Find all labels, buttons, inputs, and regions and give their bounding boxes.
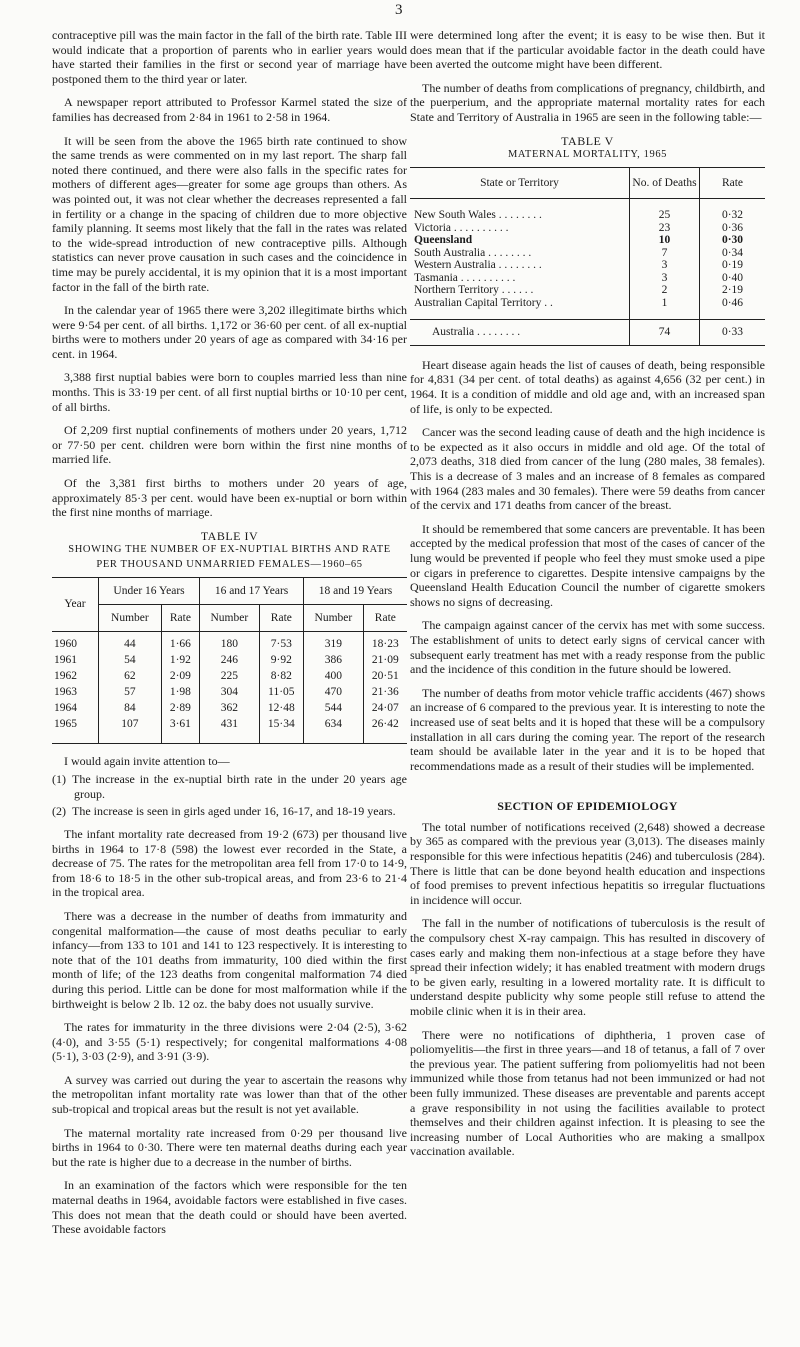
table-row — [410, 297, 765, 320]
table-cell: 1·98 — [161, 684, 199, 700]
table-cell: 1965 — [54, 717, 77, 730]
table-5-subtitle: MATERNAL MORTALITY, 1965 — [507, 149, 668, 161]
table-cell: 44 — [99, 631, 162, 652]
attention-intro: I would again invite attention to— — [64, 753, 230, 768]
table-cell: Victoria . . . . . . . . . . — [414, 221, 509, 234]
paragraph: Cancer was the second leading cause of death and the high incidence is to be expected as it also occurs in middle and old age. Of the total of 2,073 deaths, 318 died from cancer of the lung (280 males, 38 females). This is a decrease of 3 males and an increase of 8 females as compared with 1964 (283 males and 30 females). There were 59 deaths from cancer of the cervix and 171 deaths from cancer of the breast. — [410, 425, 765, 513]
table-cell: 2 — [630, 284, 700, 297]
table-cell: 180 — [200, 631, 260, 652]
paragraph: The rates for immaturity in the three divisions were 2·04 (2·5), 3·62 (4·0), and 3·55 (5·1) respectively; for congenital malformations 4·08 (5·1), 3·03 (2·9), and 3·91 (3·9). — [52, 1020, 407, 1064]
table-row — [410, 247, 765, 260]
paragraph: The campaign against cancer of the cervix has met with some success. The establishment of units to detect early signs of cervical cancer with subsequent early treatment has met with a ready response from the public and the incidence of this condition in the future should be lowered. — [410, 618, 765, 677]
table-total-row — [410, 320, 765, 346]
table-row — [410, 272, 765, 285]
right-column — [410, 28, 765, 1168]
table-cell: Tasmania . . . . . . . . . . — [414, 271, 516, 284]
paragraph: It will be seen from the above the 1965 birth rate continued to show the same trends as were commented on in my last report. The sharp fall noted there continued, and there were also falls in the specific rates for mothers of different ages—greater for some age groups than others. As was pointed out, it was not clear whether the decreases represented a fall in fertility or a change in the spacing of children due to more objective family planning. It seems most likely that the fall in the rates was related to the wide-spread introduction of new contraceptive pills. Although statistics can never prove causation in such cases and the coincidence in time may be purely accidental, it is my opinion that it is a most important factor in the fall of the birth rate. — [52, 133, 407, 294]
table-row — [410, 222, 765, 235]
table-cell: 1964 — [54, 701, 77, 714]
table-cell: 2·09 — [161, 668, 199, 684]
table-cell: 74 — [630, 320, 700, 346]
table-cell: Queensland — [414, 234, 473, 247]
table-4-subtitle-line2: PER THOUSAND UNMARRIED FEMALES—1960–65 — [96, 559, 363, 570]
table-cell: 107 — [99, 716, 162, 744]
page-number: 3 — [395, 2, 403, 18]
table-cell: 400 — [304, 668, 364, 684]
table-row — [52, 631, 407, 652]
table-4-group-header: 18 and 19 Years — [304, 577, 407, 604]
table-cell: 23 — [630, 222, 700, 235]
paragraph: The total number of notifications received (2,648) showed a decrease by 365 as compared with the previous year (3,013). The diseases mainly responsible for this were infectious hepatitis (246) and tuberculosis (284). There is little that can be done beyond health education and inspections of food premises to prevent infectious hepatitis so irregular fluctuations in incidence will occur. — [410, 819, 765, 907]
paragraph: Of the 3,381 first births to mothers under 20 years of age, approximately 85·3 per cent. would have been ex-nuptial or born within the first nine months of marriage. — [52, 476, 407, 520]
table-cell: 1 — [630, 297, 700, 320]
table-cell: 0·32 — [700, 199, 766, 222]
table-5 — [410, 167, 765, 346]
table-5-deaths-header: No. of Deaths — [630, 167, 700, 199]
table-cell: Australia . . . . . . . . — [410, 320, 630, 346]
table-cell: 431 — [200, 716, 260, 744]
table-cell: 470 — [304, 684, 364, 700]
table-row — [52, 700, 407, 716]
table-cell: 304 — [200, 684, 260, 700]
table-cell: 26·42 — [363, 716, 407, 744]
paragraph: There were no notifications of diphtheria, 1 proven case of poliomyelitis—the first in three years—and 18 of tetanus, a fall of 7 over the previous year. The patient suffering from poliomyelitis had not been immunized while those from tetanus had not been immunized or had not been fully immunized. These diseases are preventable and parents accept a grave responsibility in not using the facilities available to protect themselves and their children against infection. It is pleasing to see the increasing number of Local Authorities who are making a smallpox vaccination available. — [410, 1027, 765, 1159]
table-row — [52, 652, 407, 668]
table-5-state-header: State or Territory — [410, 167, 630, 199]
table-cell: 2·89 — [161, 700, 199, 716]
table-cell: 386 — [304, 652, 364, 668]
table-cell: 20·51 — [363, 668, 407, 684]
table-cell: 319 — [304, 631, 364, 652]
table-cell: 362 — [200, 700, 260, 716]
list-item-number: (2) — [52, 804, 66, 819]
table-cell: 0·33 — [700, 320, 766, 346]
table-cell: South Australia . . . . . . . . — [414, 246, 532, 259]
paragraph: The maternal mortality rate increased from 0·29 per thousand live births in 1964 to 0·30. There were ten maternal deaths during each year but the rate is higher due to a decrease in the number of births. — [52, 1125, 407, 1169]
table-4-caption: TABLE IV — [200, 528, 259, 543]
table-5-rate-header: Rate — [700, 167, 766, 199]
table-cell: 0·40 — [700, 272, 766, 285]
table-cell: 15·34 — [259, 716, 303, 744]
table-4-rate-header: Rate — [161, 604, 199, 631]
table-cell: 18·23 — [363, 631, 407, 652]
paragraph: It should be remembered that some cancers are preventable. It has been accepted by the medical profession that most of the cases of cancer of the lung would be prevented if people who feel they must smoke used a pipe or cigars in preference to cigarettes. Despite intensive campaigns by the Queensland Health Education Council the number of cigarette smokers shows no signs of decreasing. — [410, 521, 765, 609]
table-cell: 3 — [630, 259, 700, 272]
table-4-group-header: Under 16 Years — [99, 577, 200, 604]
table-cell: Australian Capital Territory . . — [414, 296, 553, 309]
paragraph: A newspaper report attributed to Professor Karmel stated the size of families has decreased from 2·84 in 1961 to 2·58 in 1964. — [52, 95, 407, 124]
table-row — [52, 716, 407, 744]
table-cell: 62 — [99, 668, 162, 684]
table-cell: 25 — [630, 199, 700, 222]
paragraph: The number of deaths from motor vehicle traffic accidents (467) shows an increase of 6 compared to the previous year. It is interesting to note the increased use of seat belts and it is hoped that these will be a compulsory installation in all cars during the coming year. The report of the research team should be available later in the year and it is to be hoped that recommendations made as a result of their studies will be implemented. — [410, 685, 765, 773]
table-4-number-header: Number — [304, 604, 364, 631]
table-cell: 8·82 — [259, 668, 303, 684]
table-cell: 10 — [630, 234, 700, 247]
table-cell: 246 — [200, 652, 260, 668]
table-cell: 57 — [99, 684, 162, 700]
table-cell: 1962 — [54, 669, 77, 682]
table-cell: 544 — [304, 700, 364, 716]
paragraph: were determined long after the event; it is easy to be wise then. But it does mean that if the particular avoidable factor in the death could have been averted the outcome might have been different. — [410, 28, 765, 72]
paragraph: Heart disease again heads the list of causes of death, being responsible for 4,831 (34 per cent. of total deaths) as against 4,656 (32 per cent.) in 1964. It is a condition of middle and old age and, with an increased span of life, is only to be expected. — [410, 357, 765, 416]
table-row — [52, 684, 407, 700]
table-cell: 3 — [630, 272, 700, 285]
paragraph: Of 2,209 first nuptial confinements of mothers under 20 years, 1,712 or 77·50 per cent. children were born within the first nine months of married life. — [52, 423, 407, 467]
list-item-text: The increase in the ex-nuptial birth rate in the under 20 years age group. — [72, 772, 407, 801]
table-cell: Northern Territory . . . . . . — [414, 284, 534, 297]
section-heading: SECTION OF EPIDEMIOLOGY — [497, 799, 678, 814]
paragraph: The number of deaths from complications of pregnancy, childbirth, and the puerperium, and the appropriate maternal mortality rates for each State and Territory of Australia in 1965 are seen in the following table:— — [410, 80, 765, 124]
table-cell: 1961 — [54, 653, 77, 666]
table-cell: 12·48 — [259, 700, 303, 716]
paragraph: The infant mortality rate decreased from 19·2 (673) per thousand live births in 1964 to 17·8 (598) the lowest ever recorded in the State, a decrease of 75. The rates for the metropolitan area fell from 17·0 to 14·9, from 18·6 to 18·5 in the other sub-tropical areas, and from 23·6 to 21·4 in the tropical area. — [52, 826, 407, 900]
list-item-number: (1) — [52, 772, 66, 787]
paragraph: In an examination of the factors which were responsible for the ten maternal deaths in 1964, avoidable factors were established in five cases. This does not mean that the death could or should have been averted. These avoidable factors — [52, 1178, 407, 1237]
table-cell: 0·30 — [700, 234, 766, 247]
table-cell: 9·92 — [259, 652, 303, 668]
table-row — [410, 259, 765, 272]
table-row — [410, 199, 765, 222]
table-cell: 11·05 — [259, 684, 303, 700]
table-cell: 54 — [99, 652, 162, 668]
paragraph: 3,388 first nuptial babies were born to couples married less than nine months. This is 33·19 per cent. of all first nuptial births or 10·10 per cent, of all births. — [52, 370, 407, 414]
paragraph: There was a decrease in the number of deaths from immaturity and congenital malformation—the cause of most deaths peculiar to early infancy—from 133 to 101 and 141 to 123 respectively. It is interesting to note that of the 101 deaths from immaturity, 100 died within the first month of life; of the 123 deaths from congenital malformation 74 died during this period. Little can be done for most malformation while if the birthweight is below 2 lb. 12 oz. the baby does not usually survive. — [52, 908, 407, 1011]
table-cell: New South Wales . . . . . . . . — [414, 209, 542, 222]
table-cell: 84 — [99, 700, 162, 716]
table-cell: 0·36 — [700, 222, 766, 235]
paragraph: contraceptive pill was the main factor in the fall of the birth rate. Table III would indicate that a proportion of parents who in earlier years would have started their families in the first or second year of marriage have postponed them to the third year or later. — [52, 28, 407, 86]
table-4-rate-header: Rate — [363, 604, 407, 631]
list-item — [52, 804, 407, 819]
table-cell: 225 — [200, 668, 260, 684]
table-4-subtitle-line1: SHOWING THE NUMBER OF EX-NUPTIAL BIRTHS AND RATE — [68, 544, 391, 556]
table-cell: 1963 — [54, 685, 77, 698]
table-5-caption: TABLE V — [561, 133, 614, 148]
left-column — [52, 28, 407, 1246]
table-cell: 3·61 — [161, 716, 199, 744]
paragraph: The fall in the number of notifications of tuberculosis is the result of the compulsory chest X-ray campaign. This has resulted in discovery of cases early and making them non-infectious at a stage before they have spread their infection widely; it has enabled treatment with modern drugs to be given early, resulting in a lowered mortality rate. It is difficult to understand despite publicity why some people still refuse to attend the mobile clinic when it is in their area. — [410, 916, 765, 1018]
table-cell: 21·36 — [363, 684, 407, 700]
table-row — [410, 234, 765, 247]
table-cell: 21·09 — [363, 652, 407, 668]
attention-list — [52, 772, 407, 819]
table-cell: 1·92 — [161, 652, 199, 668]
table-4-year-header: Year — [52, 577, 99, 631]
table-4-number-header: Number — [99, 604, 162, 631]
list-item — [52, 772, 407, 801]
table-cell: 0·34 — [700, 247, 766, 260]
table-cell: 7 — [630, 247, 700, 260]
table-cell: 1960 — [54, 637, 77, 650]
paragraph: A survey was carried out during the year to ascertain the reasons why the metropolitan infant mortality rate was lower than that of the other sub-tropical and tropical areas but the result is not yet available. — [52, 1072, 407, 1117]
table-cell: 1·66 — [161, 631, 199, 652]
table-4-group-header: 16 and 17 Years — [200, 577, 304, 604]
table-row — [410, 284, 765, 297]
table-cell: Western Australia . . . . . . . . — [414, 259, 542, 272]
table-row — [52, 668, 407, 684]
table-cell: 0·19 — [700, 259, 766, 272]
table-cell: 0·46 — [700, 297, 766, 320]
table-4-rate-header: Rate — [259, 604, 303, 631]
table-4-number-header: Number — [200, 604, 260, 631]
table-cell: 2·19 — [700, 284, 766, 297]
table-cell: 7·53 — [259, 631, 303, 652]
paragraph: In the calendar year of 1965 there were 3,202 illegitimate births which were 9·54 per cent. of all births. 1,172 or 36·60 per cent. of all ex-nuptial births were to mothers under 20 years of age as compared with 34·16 per cent. in 1964. — [52, 303, 407, 361]
table-cell: 634 — [304, 716, 364, 744]
table-4 — [52, 577, 407, 744]
table-cell: 24·07 — [363, 700, 407, 716]
list-item-text: The increase is seen in girls aged under 16, 16-17, and 18-19 years. — [72, 804, 396, 819]
